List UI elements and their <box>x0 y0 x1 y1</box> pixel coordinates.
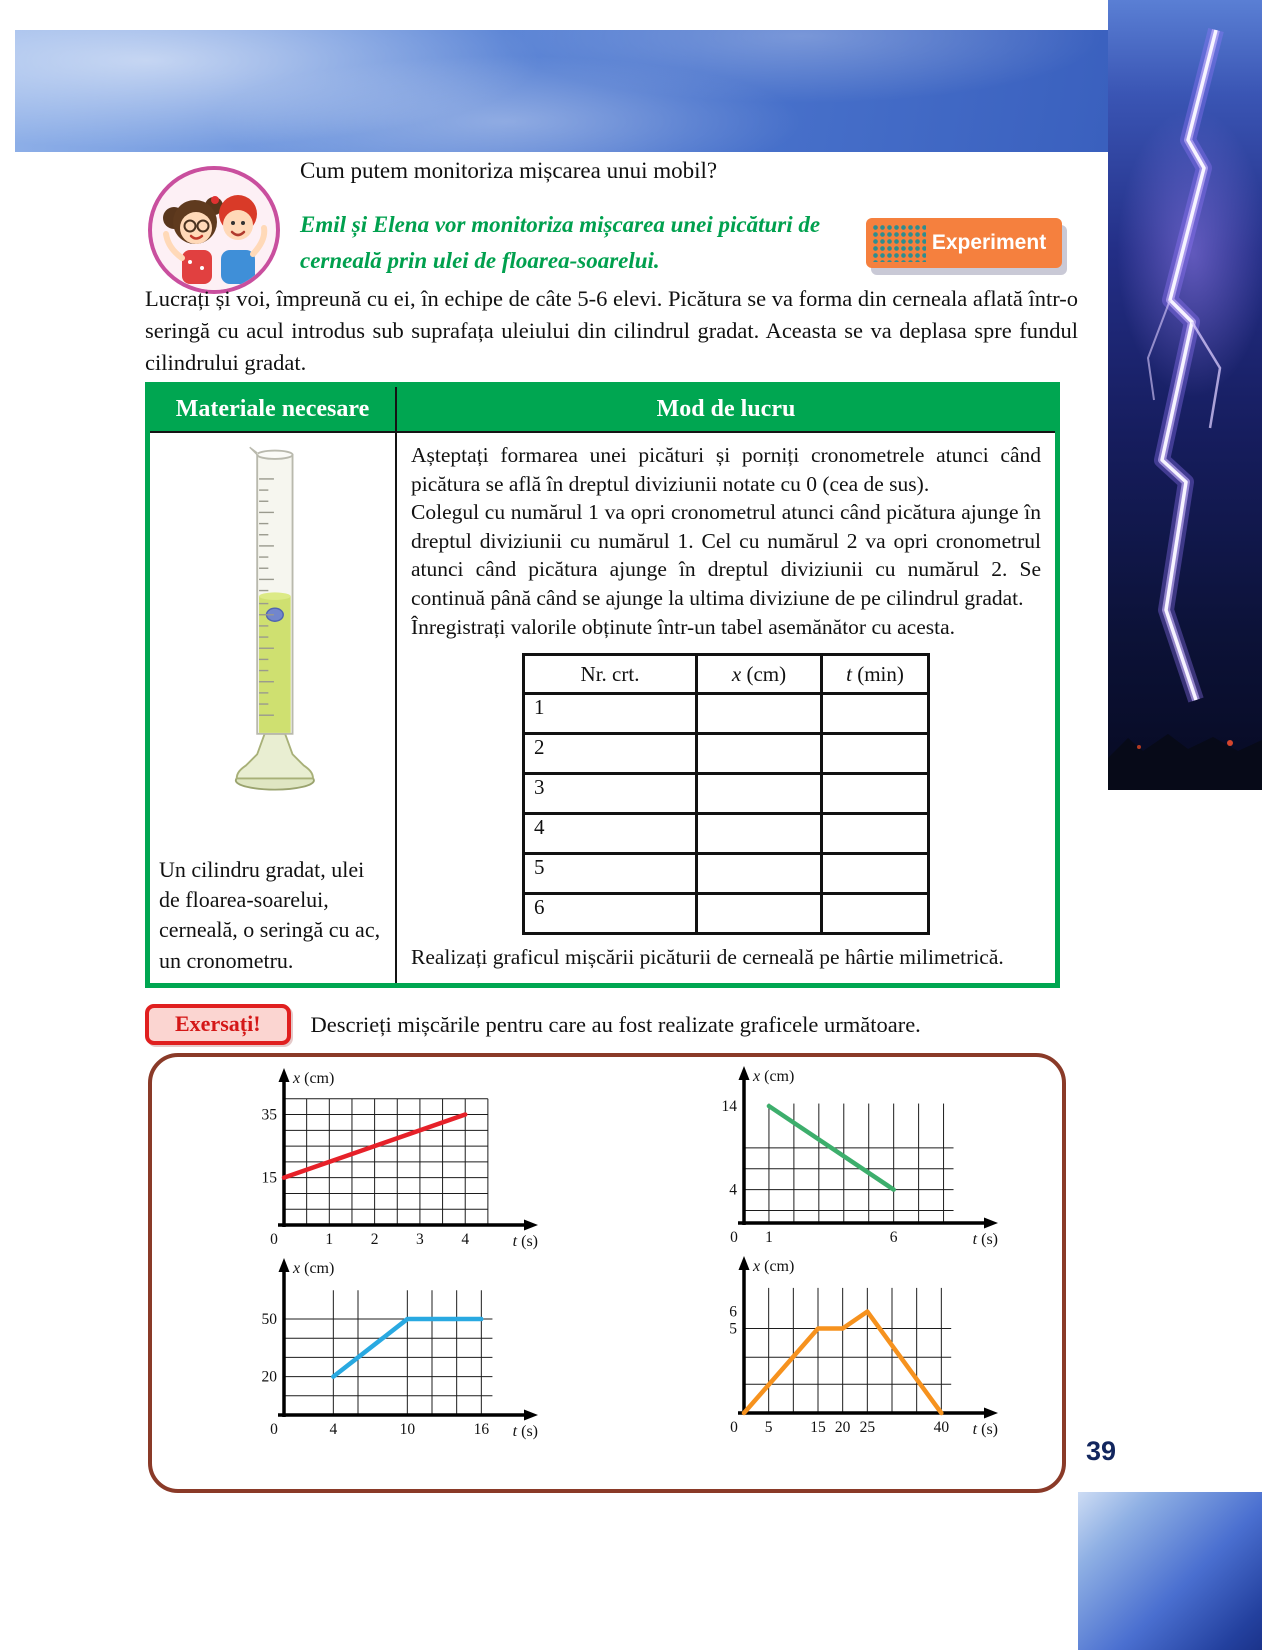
chart-2 <box>700 1065 1000 1251</box>
chart-4 <box>700 1255 1000 1441</box>
measurement-table-row <box>524 854 929 894</box>
svg-text:5: 5 <box>729 1320 737 1338</box>
svg-text:25: 25 <box>859 1419 876 1436</box>
measurement-cell: 5 <box>524 854 697 894</box>
measurement-cell <box>697 814 822 854</box>
lesson-intro-text: Emil și Elena vor monitoriza mișcarea unei picături de cerneală prin ulei de floarea-soarelui. <box>300 212 821 273</box>
svg-text:14: 14 <box>721 1098 737 1116</box>
measurement-cell: 3 <box>524 774 697 814</box>
svg-text:t (s): t (s) <box>512 1233 538 1250</box>
svg-text:0: 0 <box>270 1421 278 1438</box>
svg-text:6: 6 <box>889 1229 898 1246</box>
svg-text:0: 0 <box>730 1229 738 1246</box>
instructions <box>411 441 1041 641</box>
svg-text:40: 40 <box>933 1419 950 1436</box>
svg-text:15: 15 <box>261 1169 277 1187</box>
exercise-badge: Exersați! <box>145 1004 291 1045</box>
svg-text:2: 2 <box>370 1231 379 1248</box>
chart-3 <box>240 1257 540 1443</box>
svg-text:50: 50 <box>261 1311 277 1329</box>
svg-text:20: 20 <box>261 1368 277 1386</box>
measurement-table-row <box>524 894 929 934</box>
charts-panel <box>148 1053 1066 1493</box>
svg-text:4: 4 <box>461 1231 470 1248</box>
measurement-table-row <box>524 774 929 814</box>
svg-text:6: 6 <box>729 1303 737 1321</box>
page-number: 39 <box>1086 1436 1117 1466</box>
measurement-cell <box>697 734 822 774</box>
measurement-table-row <box>524 694 929 734</box>
measurement-column-header: x (cm) <box>697 655 822 694</box>
method-header: Mod de lucru <box>396 385 1058 433</box>
measurement-table-body <box>524 694 929 934</box>
method-cell <box>396 432 1058 986</box>
page-question-title: Cum putem monitoriza mișcarea unui mobil? <box>300 158 718 183</box>
experiment-badge-label: Experiment <box>931 231 1047 254</box>
measurement-cell: 4 <box>524 814 697 854</box>
measurement-cell: 2 <box>524 734 697 774</box>
lightning-bolt-icon <box>1108 0 1262 790</box>
sky-banner-image <box>15 30 1108 152</box>
measurement-cell <box>822 854 929 894</box>
instruction-paragraph: Colegul cu numărul 1 va opri cronometrul atunci când picătura ajunge în dreptul diviziunii cu numărul 1. Cel cu numărul 2 va opri cronometrul atunci când picătura ajunge în dreptul diviziunii cu numărul 2. Se continuă până când se ajunge la ultima diviziune de pe cilindrul gradat. <box>411 500 1041 610</box>
svg-text:1: 1 <box>325 1231 334 1248</box>
method-footer-text: Realizați graficul mișcării picăturii de cerneală pe hârtie milimetrică. <box>411 945 1004 970</box>
svg-text:1: 1 <box>765 1229 773 1246</box>
measurement-table-header-row <box>524 655 929 694</box>
measurement-cell: 1 <box>524 694 697 734</box>
measurement-cell <box>822 894 929 934</box>
svg-text:x (cm): x (cm) <box>753 1258 795 1275</box>
materials-caption: Un cilindru gradat, ulei de floarea-soarelui, cerneală, o seringă cu ac, un cronometru. <box>159 856 381 973</box>
svg-text:x (cm): x (cm) <box>293 1070 335 1087</box>
measurement-cell <box>822 694 929 734</box>
students-avatar <box>148 166 280 294</box>
kids-illustration-icon <box>152 170 276 290</box>
intro-paragraph: Lucrați și voi, împreună cu ei, în echipe de câte 5-6 elevi. Picătura se va forma din cerneala aflată într-o seringă cu acul introdus sub suprafața uleiului din cilindrul gradat. Aceasta se va deplasa spre fundul cilindrului gradat. <box>145 286 1078 375</box>
experiment-table <box>145 382 1060 988</box>
corner-decoration <box>1078 1492 1262 1650</box>
svg-text:0: 0 <box>270 1231 278 1248</box>
instruction-paragraph: Înregistrați valorile obținute într-un tabel asemănător cu acesta. <box>411 614 956 639</box>
svg-text:5: 5 <box>764 1419 773 1436</box>
svg-text:4: 4 <box>729 1181 737 1199</box>
measurement-column-header: Nr. crt. <box>524 655 697 694</box>
svg-text:15: 15 <box>810 1419 826 1436</box>
chart-1 <box>240 1067 540 1253</box>
lightning-storm-image <box>1108 0 1262 790</box>
measurement-cell <box>822 734 929 774</box>
svg-text:0: 0 <box>730 1419 738 1436</box>
svg-text:t (s): t (s) <box>972 1231 998 1248</box>
measurement-column-header: t (min) <box>822 655 929 694</box>
svg-text:t (s): t (s) <box>972 1421 998 1438</box>
exercise-prompt: Descrieți mișcările pentru care au fost realizate graficele următoare. <box>310 1011 921 1037</box>
svg-text:4: 4 <box>329 1421 338 1438</box>
svg-text:x (cm): x (cm) <box>293 1260 335 1277</box>
measurement-cell <box>697 894 822 934</box>
measurement-cell <box>822 814 929 854</box>
svg-text:3: 3 <box>416 1231 424 1248</box>
measurement-cell <box>822 774 929 814</box>
badge-dots-icon <box>872 224 926 262</box>
measurement-table <box>522 653 930 935</box>
experiment-badge <box>866 218 1062 268</box>
measurement-cell: 6 <box>524 894 697 934</box>
instruction-paragraph: Așteptați formarea unei picături și porniți cronometrele atunci când picătura se află în dreptul diviziunii notate cu 0 (cea de sus). <box>411 443 1041 496</box>
svg-text:16: 16 <box>473 1421 490 1438</box>
measurement-cell <box>697 694 822 734</box>
svg-text:20: 20 <box>834 1419 851 1436</box>
measurement-table-row <box>524 814 929 854</box>
exercise-row <box>145 1004 921 1045</box>
materials-cell <box>148 432 397 986</box>
svg-text:t (s): t (s) <box>512 1423 538 1440</box>
graduated-cylinder-image <box>198 438 348 838</box>
measurement-cell <box>697 854 822 894</box>
svg-text:x (cm): x (cm) <box>753 1068 795 1085</box>
svg-text:35: 35 <box>261 1106 277 1124</box>
measurement-table-row <box>524 734 929 774</box>
measurement-cell <box>697 774 822 814</box>
materials-header: Materiale necesare <box>148 385 397 433</box>
svg-text:10: 10 <box>399 1421 416 1438</box>
